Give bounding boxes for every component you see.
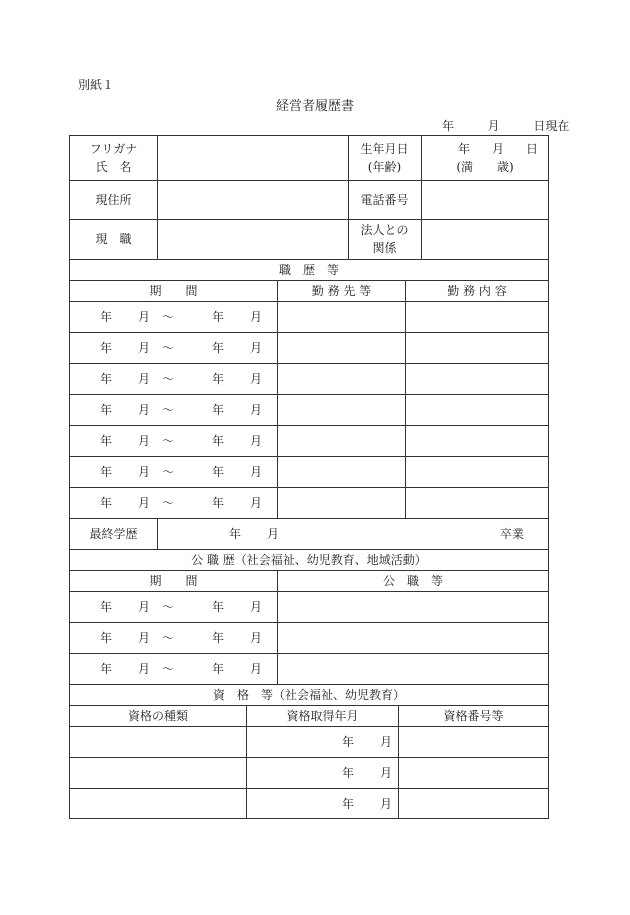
period-from-month: 月 [138,662,151,676]
period-from-month: 月 [138,631,151,645]
public-career-col-position: 公 職 等 [382,573,443,588]
qualification-year-label: 年 [342,734,355,749]
date-month-label: 月 [487,119,500,133]
qualification-type-input[interactable] [70,726,246,757]
qualification-type-input[interactable] [70,788,246,819]
relation-input[interactable] [422,219,548,259]
career-col-workplace: 勤 務 先 等 [311,283,372,298]
attachment-label: 別紙１ [78,78,115,92]
career-workplace-input[interactable] [278,456,405,487]
career-col-duties: 勤 務 内 容 [447,283,507,298]
period-from-year: 年 [100,631,113,645]
career-section-title: 職 歴 等 [278,262,339,277]
period-from-year: 年 [100,496,113,510]
education-year-label: 年 [229,526,242,541]
period-tilde: ～ [162,662,175,676]
qualification-month-label: 月 [380,734,393,749]
birth-year-label: 年 [457,142,470,156]
period-from-year: 年 [100,403,113,417]
period-to-year: 年 [212,434,225,448]
qualifications-section-title: 資 格 等（社会福祉、幼児教育） [212,687,405,702]
period-to-month: 月 [250,310,263,324]
period-input[interactable] [70,363,277,394]
period-from-month: 月 [138,403,151,417]
public-position-input[interactable] [278,591,548,622]
period-from-year: 年 [100,662,113,676]
period-input[interactable] [70,301,277,332]
period-to-year: 年 [212,496,225,510]
career-duties-input[interactable] [406,332,548,363]
phone-input[interactable] [422,180,548,219]
period-from-year: 年 [100,310,113,324]
career-col-period: 期 間 [149,283,198,298]
period-from-month: 月 [138,341,151,355]
career-workplace-input[interactable] [278,301,405,332]
period-to-year: 年 [212,600,225,614]
period-to-month: 月 [250,434,263,448]
period-tilde: ～ [162,631,175,645]
period-tilde: ～ [162,372,175,386]
period-to-month: 月 [250,662,263,676]
birthdate-label: 生年月日 [360,142,409,156]
qualification-month-label: 月 [380,796,393,811]
page-title: 経営者履歴書 [275,99,354,114]
career-duties-input[interactable] [406,363,548,394]
current-position-input[interactable] [158,219,348,259]
period-to-month: 月 [250,496,263,510]
period-from-year: 年 [100,434,113,448]
phone-label: 電話番号 [360,192,409,207]
career-workplace-input[interactable] [278,425,405,456]
qualification-date-input[interactable] [247,726,398,757]
qualification-month-label: 月 [380,765,393,780]
public-position-input[interactable] [278,653,548,684]
qualification-type-input[interactable] [70,757,246,788]
period-from-month: 月 [138,372,151,386]
birth-day-label: 日 [525,142,538,156]
age-open-label: (満 [456,160,473,174]
qualifications-col-date: 資格取得年月 [286,708,359,723]
career-workplace-input[interactable] [278,487,405,518]
period-from-year: 年 [100,600,113,614]
age-label: (年齢) [367,160,402,174]
furigana-label: フリガナ [89,142,138,156]
period-to-month: 月 [250,465,263,479]
career-duties-input[interactable] [406,301,548,332]
period-from-month: 月 [138,496,151,510]
as-of-date [442,117,569,134]
period-to-month: 月 [250,341,263,355]
period-from-year: 年 [100,372,113,386]
qualification-number-input[interactable] [399,726,548,757]
age-close-label: 歳) [497,160,514,174]
public-career-section-title: 公 職 歴（社会福祉、幼児教育、地域活動） [191,552,427,567]
period-from-month: 月 [138,310,151,324]
period-to-month: 月 [250,600,263,614]
relation-label-cell [348,219,421,259]
period-tilde: ～ [162,403,175,417]
period-from-year: 年 [100,465,113,479]
qualification-number-input[interactable] [399,757,548,788]
career-workplace-input[interactable] [278,394,405,425]
period-input[interactable] [70,394,277,425]
period-input[interactable] [70,456,277,487]
period-to-month: 月 [250,372,263,386]
qualification-date-input[interactable] [247,788,398,819]
period-to-year: 年 [212,341,225,355]
name-input[interactable] [158,136,348,180]
period-to-year: 年 [212,662,225,676]
career-workplace-input[interactable] [278,332,405,363]
period-to-year: 年 [212,403,225,417]
period-from-month: 月 [138,434,151,448]
period-tilde: ～ [162,465,175,479]
qualifications-col-number: 資格番号等 [443,708,504,723]
education-input[interactable] [158,518,548,549]
name-label: 氏 名 [95,160,132,174]
period-tilde: ～ [162,434,175,448]
education-month-label: 月 [267,526,280,541]
education-label: 最終学歴 [89,526,138,541]
period-tilde: ～ [162,600,175,614]
qualification-year-label: 年 [342,765,355,780]
relation-label-line2: 関係 [372,241,397,255]
period-from-year: 年 [100,341,113,355]
furigana-name-label-cell [70,136,157,180]
period-to-year: 年 [212,631,225,645]
birth-month-label: 月 [491,142,504,156]
period-input[interactable] [70,653,277,684]
career-duties-input[interactable] [406,487,548,518]
period-to-month: 月 [250,631,263,645]
period-to-year: 年 [212,372,225,386]
period-input[interactable] [70,487,277,518]
public-career-col-period: 期 間 [149,573,198,588]
date-year-label: 年 [442,119,455,133]
qualifications-col-type: 資格の種類 [127,708,188,723]
career-duties-input[interactable] [406,456,548,487]
period-input[interactable] [70,622,277,653]
career-duties-input[interactable] [406,425,548,456]
period-to-year: 年 [212,310,225,324]
education-graduated-label: 卒業 [500,526,525,541]
career-workplace-input[interactable] [278,363,405,394]
period-from-month: 月 [138,600,151,614]
career-duties-input[interactable] [406,394,548,425]
period-input[interactable] [70,332,277,363]
address-input[interactable] [158,180,348,219]
address-label: 現住所 [95,192,132,207]
period-to-month: 月 [250,403,263,417]
period-to-year: 年 [212,465,225,479]
qualification-date-input[interactable] [247,757,398,788]
period-tilde: ～ [162,496,175,510]
period-input[interactable] [70,591,277,622]
qualification-number-input[interactable] [399,788,548,819]
period-input[interactable] [70,425,277,456]
current-position-label: 現 職 [95,232,132,246]
period-tilde: ～ [162,341,175,355]
public-position-input[interactable] [278,622,548,653]
birthdate-input[interactable] [422,136,548,180]
date-day-current-label: 日現在 [533,119,570,133]
period-tilde: ～ [162,310,175,324]
birthdate-label-cell [348,136,421,180]
relation-label-line1: 法人との [360,223,409,237]
period-from-month: 月 [138,465,151,479]
qualification-year-label: 年 [342,796,355,811]
resume-table [69,135,549,819]
